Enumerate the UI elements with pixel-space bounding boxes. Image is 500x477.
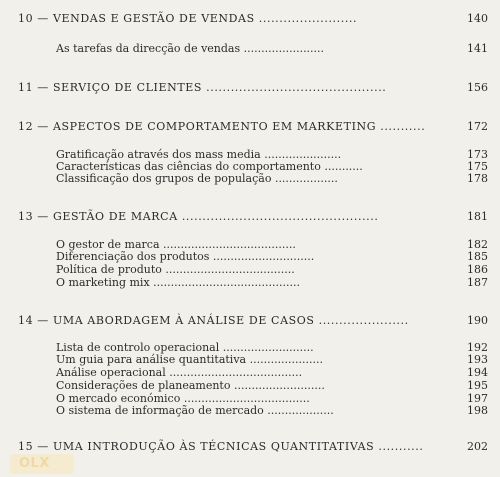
chapter-title: 11 — SERVIÇO DE CLIENTES ............................................ xyxy=(18,81,387,94)
entry-title: Um guia para análise quantitativa ..................... xyxy=(56,353,324,366)
chapter-title: 10 — VENDAS E GESTÃO DE VENDAS ........................ xyxy=(18,12,358,25)
entry-title: Lista de controlo operacional .......................... xyxy=(56,341,314,354)
page-number: 156 xyxy=(467,81,488,94)
page-number: 193 xyxy=(467,353,488,366)
page-number: 195 xyxy=(467,379,488,392)
page-number: 197 xyxy=(467,392,488,405)
page-number: 194 xyxy=(467,366,488,379)
entry-title: As tarefas da direcção de vendas ....................... xyxy=(56,42,325,55)
chapter-title: 12 — ASPECTOS DE COMPORTAMENTO EM MARKETING ........... xyxy=(18,120,426,133)
page-number: 178 xyxy=(467,172,488,185)
entry-title: Considerações de planeamento .......................... xyxy=(56,379,325,392)
entry-title: O marketing mix .......................................... xyxy=(56,276,301,289)
page-number: 185 xyxy=(467,250,488,263)
chapter-title: 14 — UMA ABORDAGEM À ANÁLISE DE CASOS ...................... xyxy=(18,314,409,327)
entry-title: Gratificação através dos mass media ...................... xyxy=(56,148,342,161)
watermark-logo: OLX xyxy=(19,456,50,471)
page-number: 190 xyxy=(467,314,488,327)
page-number: 141 xyxy=(467,42,488,55)
chapter-title: 13 — GESTÃO DE MARCA ................................................ xyxy=(18,210,379,223)
page-number: 172 xyxy=(467,120,488,133)
entry-title: O sistema de informação de mercado ................... xyxy=(56,404,334,417)
page-number: 187 xyxy=(467,276,488,289)
page-number: 175 xyxy=(467,160,488,173)
page-number: 192 xyxy=(467,341,488,354)
page-number: 202 xyxy=(467,440,488,453)
entry-title: O mercado económico .................................... xyxy=(56,392,310,405)
entry-title: Diferenciação dos produtos ............................. xyxy=(56,250,315,263)
entry-title: O gestor de marca ...................................... xyxy=(56,238,296,251)
page-number: 182 xyxy=(467,238,488,251)
page-number: 186 xyxy=(467,263,488,276)
entry-title: Política de produto ..................................... xyxy=(56,263,295,276)
page-number: 181 xyxy=(467,210,488,223)
page-number: 140 xyxy=(467,12,488,25)
chapter-title: 15 — UMA INTRODUÇÃO ÀS TÉCNICAS QUANTITATIVAS ........... xyxy=(18,440,424,453)
page-number: 173 xyxy=(467,148,488,161)
entry-title: Características das ciências do comportamento ........... xyxy=(56,160,363,173)
page-number: 198 xyxy=(467,404,488,417)
entry-title: Análise operacional ...................................... xyxy=(56,366,303,379)
entry-title: Classificação dos grupos de população .................. xyxy=(56,172,338,185)
